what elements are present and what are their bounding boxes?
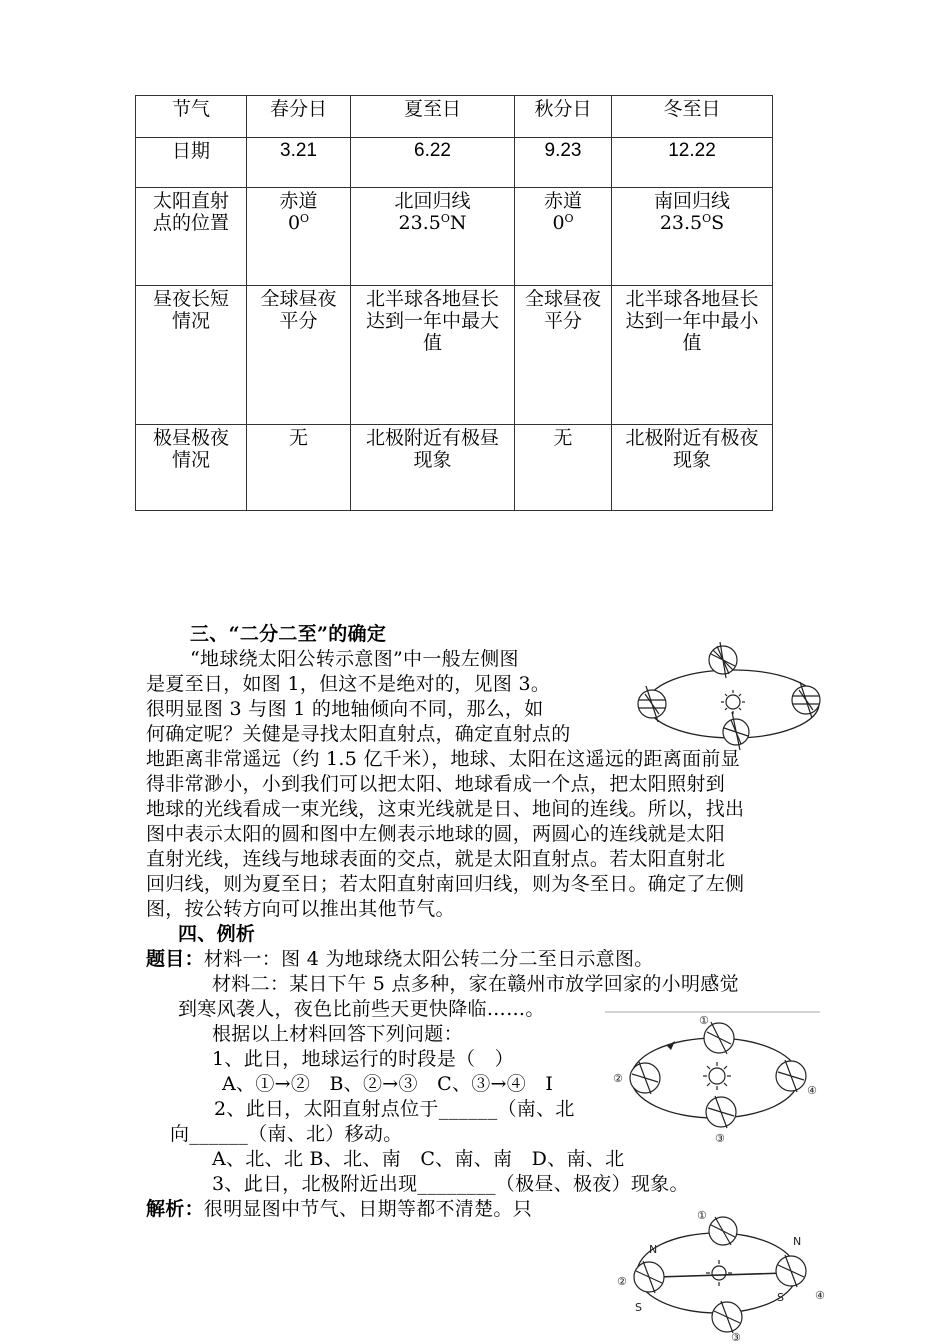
question-item: 1、此日，地球运行的时段是（ ） <box>212 1048 514 1070</box>
row-label-text: 太阳直射点的位置 <box>152 190 229 234</box>
degree-mark: O <box>300 212 310 225</box>
table-row <box>136 425 773 511</box>
table-header-cell: 秋分日 <box>515 96 612 138</box>
earth-icon <box>776 1255 806 1287</box>
sun-icon <box>721 690 745 714</box>
degree-value: 23.5 <box>398 212 441 234</box>
row-label-text: 极昼极夜情况 <box>152 427 229 471</box>
sun-icon <box>703 1062 731 1090</box>
degree-value: 0 <box>552 212 565 234</box>
cell-text: 南回归线 <box>653 190 730 212</box>
analysis-line <box>146 1197 532 1221</box>
table-cell <box>612 286 773 425</box>
orbit-arrow-icon <box>667 1041 675 1050</box>
position-label: ① <box>697 1209 707 1222</box>
position-label: ② <box>617 1275 627 1288</box>
question-text: 材料一：图 4 为地球绕太阳公转二分二至日示意图。 <box>203 948 654 970</box>
paragraph-line: “地球绕太阳公转示意图”中一般左侧图 <box>190 648 519 670</box>
paragraph-line: 是夏至日，如图 1，但这不是绝对的，见图 3。 <box>146 673 551 695</box>
question-options: A、①→② B、②→③ C、③→④ I <box>222 1073 554 1095</box>
table-header-cell: 冬至日 <box>612 96 773 138</box>
degree-direction: N <box>449 212 467 234</box>
table-header-cell: 春分日 <box>247 96 351 138</box>
section3-heading: 三、“二分二至”的确定 <box>190 623 387 645</box>
cell-text: 北半球各地昼长达到一年中最小值 <box>625 288 759 354</box>
paragraph-line: 直射光线，连线与地球表面的交点，就是太阳直射点。若太阳直射北 <box>146 848 726 870</box>
table-cell <box>515 286 612 425</box>
paragraph-line: 很明显图 3 与图 1 的地轴倾向不同，那么，如 <box>146 698 544 720</box>
table-header-row <box>136 96 773 138</box>
cell-text: 赤道 <box>543 190 582 212</box>
question-item: 2、此日，太阳直射点位于______（南、北 <box>214 1098 575 1120</box>
cell-degree <box>355 212 510 234</box>
cell-text: 北极附近有极昼现象 <box>365 427 499 471</box>
question-line: 材料二：某日下午 5 点多种，家在赣州市放学回家的小明感觉 <box>212 973 739 995</box>
degree-mark: O <box>564 212 574 225</box>
position-label: ① <box>699 1014 709 1027</box>
earth-icon <box>776 1060 806 1092</box>
table-cell <box>351 425 515 511</box>
earth-icon <box>634 1261 664 1293</box>
table-cell <box>612 188 773 286</box>
question-line <box>146 947 654 971</box>
cell-text: 全球昼夜平分 <box>260 288 337 332</box>
earth-icon <box>630 1062 660 1094</box>
table-cell <box>247 188 351 286</box>
pole-label: N <box>793 1235 802 1248</box>
table-header-cell: 节气 <box>136 96 247 138</box>
cell-text: 北回归线 <box>394 190 471 212</box>
table-header-cell: 夏至日 <box>351 96 515 138</box>
position-label: ④ <box>807 1084 817 1097</box>
degree-value: 23.5 <box>659 212 703 234</box>
paragraph-line: 得非常渺小，小到我们可以把太阳、地球看成一个点，把太阳照射到 <box>146 773 726 795</box>
cell-text: 赤道 <box>279 190 318 212</box>
table-row <box>136 286 773 425</box>
table-cell <box>247 286 351 425</box>
degree-value: 0 <box>287 212 301 234</box>
row-label <box>136 188 247 286</box>
table-row <box>136 188 773 286</box>
solar-terms-table <box>135 95 773 511</box>
analysis-label: 解析： <box>146 1198 204 1220</box>
table-cell: 9.23 <box>515 138 612 188</box>
table-cell <box>515 188 612 286</box>
analysis-text: 很明显图中节气、日期等都不清楚。只 <box>203 1198 533 1220</box>
cell-degree <box>616 212 768 234</box>
degree-mark: O <box>702 212 712 225</box>
table-cell <box>351 286 515 425</box>
cell-degree <box>519 212 607 234</box>
sunlight-line <box>657 1273 785 1277</box>
sun-icon <box>706 1260 732 1286</box>
orbit-diagram-figure-1 <box>628 632 838 752</box>
table-cell: 6.22 <box>351 138 515 188</box>
degree-direction: S <box>711 212 725 234</box>
degree-mark: O <box>440 212 450 225</box>
earth-icon <box>712 1301 742 1333</box>
pole-label: N <box>649 1243 658 1256</box>
table-row <box>136 138 773 188</box>
question-label: 题目： <box>146 948 204 970</box>
paragraph-line: 地距离非常遥远（约 1.5 亿千米），地球、太阳在这遥远的距离面前显 <box>146 748 740 770</box>
question-line: 到寒风袭人，夜色比前些天更快降临……。 <box>178 998 545 1020</box>
position-label: ③ <box>731 1331 741 1344</box>
paragraph-line: 何确定呢？关健是寻找太阳直射点，确定直射点的 <box>146 723 571 745</box>
pole-label: S <box>777 1291 784 1304</box>
row-label <box>136 286 247 425</box>
table-cell: 无 <box>515 425 612 511</box>
paragraph-line: 地球的光线看成一束光线，这束光线就是日、地间的连线。所以，找出 <box>146 798 745 820</box>
question-options: A、北、北 B、北、南 C、南、南 D、南、北 <box>212 1148 625 1170</box>
table-cell: 12.22 <box>612 138 773 188</box>
table-cell: 3.21 <box>247 138 351 188</box>
position-label: ④ <box>815 1289 825 1302</box>
row-label <box>136 425 247 511</box>
position-label: ③ <box>715 1132 725 1145</box>
table-cell: 无 <box>247 425 351 511</box>
cell-text: 全球昼夜平分 <box>525 288 602 332</box>
paragraph-line: 图中表示太阳的圆和图中左侧表示地球的圆，两圆心的连线就是太阳 <box>146 823 726 845</box>
paragraph-line: 回归线，则为夏至日；若太阳直射南回归线，则为冬至日。确定了左侧 <box>146 873 745 895</box>
earth-icon <box>709 642 737 678</box>
earth-icon <box>709 1217 737 1245</box>
row-label-text: 昼夜长短情况 <box>152 288 229 332</box>
table-cell <box>351 188 515 286</box>
question-item: 3、此日，北极附近出现________（极昼、极夜）现象。 <box>212 1173 689 1195</box>
position-label: ② <box>613 1072 623 1085</box>
orbit-diagram-figure-4 <box>605 1008 825 1148</box>
question-line: 根据以上材料回答下列问题： <box>212 1023 463 1045</box>
cell-degree <box>251 212 346 234</box>
pole-label: S <box>635 1301 642 1314</box>
section4-heading: 四、例析 <box>178 923 256 945</box>
row-label: 日期 <box>136 138 247 188</box>
earth-icon <box>706 1096 736 1128</box>
earth-icon <box>638 686 666 722</box>
table-cell <box>612 425 773 511</box>
cell-text: 北极附近有极夜现象 <box>625 427 759 471</box>
orbit-diagram-figure-3 <box>605 1205 830 1344</box>
paragraph-line: 图，按公转方向可以推出其他节气。 <box>146 898 455 920</box>
question-item: 向______（南、北）移动。 <box>170 1123 403 1145</box>
earth-icon <box>723 712 749 750</box>
cell-text: 北半球各地昼长达到一年中最大值 <box>365 288 499 354</box>
